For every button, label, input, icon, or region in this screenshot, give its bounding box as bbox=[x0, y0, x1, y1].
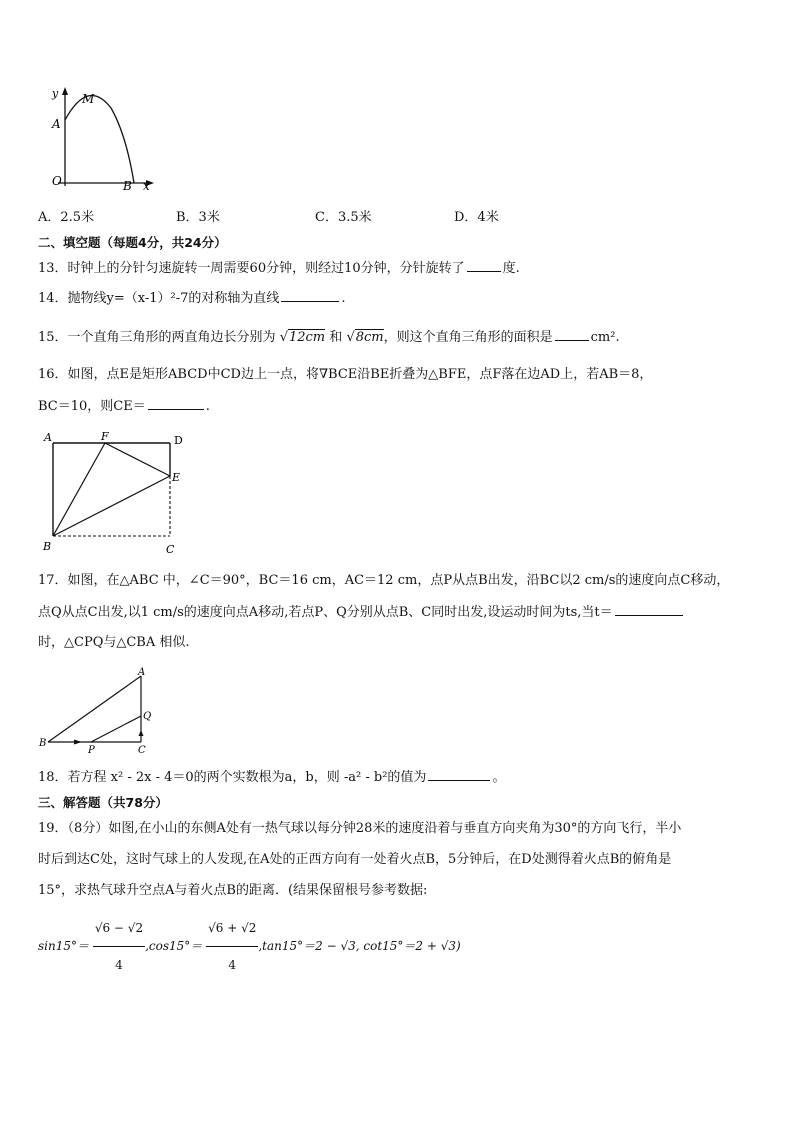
option-d: D．4米 bbox=[454, 210, 499, 225]
fig2-f-label: F bbox=[101, 430, 109, 443]
cos15-numerator: √6 + √2 bbox=[206, 910, 258, 947]
fig2-e-label: E bbox=[172, 471, 181, 484]
sin15-numerator: √6 − √2 bbox=[93, 910, 145, 947]
question-19-reference-data bbox=[38, 910, 461, 983]
option-b: B．3米 bbox=[176, 210, 220, 225]
sin15-denominator: 4 bbox=[115, 958, 123, 972]
fig3-a-label: A bbox=[138, 667, 146, 678]
question-17-line3: 时，△CPQ与△CBA 相似. bbox=[38, 635, 190, 650]
q17-text: 点Q从点C出发,以1 cm/s的速度向点A移动,若点P、Q分别从点B、C同时出发,设运动时间为ts,当t＝ bbox=[38, 605, 613, 620]
q18-post: 。 bbox=[492, 770, 506, 785]
q13-text: 13．时钟上的分针匀速旋转一周需要60分钟，则经过10分钟，分针旋转了 bbox=[38, 261, 465, 276]
cos15-fraction bbox=[206, 910, 258, 983]
q15-sqrt-12: √12cm bbox=[279, 330, 326, 345]
q18-text: 18．若方程 x² - 2x - 4＝0的两个实数根为a，b，则 -a² - b²的值为 bbox=[38, 770, 427, 785]
question-18 bbox=[38, 768, 505, 787]
q14-text: 14．抛物线y=（x-1）²-7的对称轴为直线 bbox=[38, 291, 280, 306]
q15-unit: cm². bbox=[590, 330, 620, 345]
q13-blank bbox=[467, 259, 501, 272]
fig2-d-label: D bbox=[174, 434, 183, 447]
fig1-y-label: y bbox=[52, 87, 59, 100]
parabola-figure bbox=[38, 86, 168, 194]
fig3-b-label: B bbox=[39, 738, 47, 749]
fig2-a-label: A bbox=[44, 431, 52, 444]
fig3-q-label: Q bbox=[143, 711, 152, 722]
fig1-o-label: O bbox=[52, 174, 62, 188]
sin15-label: sin15°＝ bbox=[38, 939, 89, 953]
question-16-line1: 16．如图，点E是矩形ABCD中CD边上一点，将∇BCE沿BE折叠为△BFE，点F落在边AD上，若AB＝8， bbox=[38, 367, 653, 382]
q16-text: BC＝10，则CE＝ bbox=[38, 399, 146, 414]
q16-post: . bbox=[205, 399, 210, 414]
fig1-b-label: B bbox=[123, 179, 132, 193]
option-a: A．2.5米 bbox=[38, 210, 95, 225]
q15-radicand-1: 12cm bbox=[288, 330, 326, 345]
cos15-label: ,cos15°＝ bbox=[145, 939, 203, 953]
q15-sqrt-8: √8cm bbox=[346, 330, 384, 345]
fig1-x-label: x bbox=[143, 179, 150, 193]
question-17-line2 bbox=[38, 603, 685, 622]
q14-blank bbox=[281, 289, 339, 302]
section-2-heading: 二、填空题（每题4分，共24分） bbox=[38, 235, 227, 250]
question-17-line1: 17．如图，在△ABC 中，∠C＝90°，BC＝16 cm，AC＝12 cm，点P从点B出发，沿BC以2 cm/s的速度向点C移动， bbox=[38, 573, 730, 588]
question-19-line2: 时后到达C处，这时气球上的人发现,在A处的正西方向有一处着火点B，5分钟后，在D处测得着火点B的俯角是 bbox=[38, 852, 672, 867]
section-3-heading: 三、解答题（共78分） bbox=[38, 795, 168, 810]
question-19-line1: 19．（8分）如图,在小山的东侧A处有一热气球以每分钟28米的速度沿着与垂直方向夹角为30°的方向飞行，半小 bbox=[38, 821, 682, 836]
tan-cot15-values: ,tan15°＝2 − √3, cot15°＝2 + √3) bbox=[258, 939, 461, 953]
q14-post: . bbox=[341, 291, 346, 306]
fig2-b-label: B bbox=[43, 540, 52, 553]
cos15-denominator: 4 bbox=[228, 958, 237, 972]
q16-blank bbox=[148, 397, 204, 410]
q15-text: 15．一个直角三角形的两直角边长分别为 bbox=[38, 330, 276, 345]
q15-blank bbox=[555, 328, 589, 341]
question-19-line3: 15°，求热气球升空点A与着火点B的距离．(结果保留根号参考数据: bbox=[38, 883, 428, 898]
q15-post: ，则这个直角三角形的面积是 bbox=[383, 330, 553, 345]
q15-radicand-2: 8cm bbox=[355, 330, 384, 345]
sin15-fraction bbox=[93, 910, 145, 983]
question-15 bbox=[38, 328, 620, 347]
fig2-c-label: C bbox=[166, 543, 175, 556]
rectangle-fold-figure bbox=[38, 428, 198, 558]
fig3-c-label: C bbox=[138, 745, 146, 756]
q13-post: 度. bbox=[502, 261, 520, 276]
q18-blank bbox=[428, 768, 490, 781]
fig1-m-label: M bbox=[82, 92, 95, 106]
question-13 bbox=[38, 259, 520, 278]
q17-blank bbox=[615, 603, 683, 616]
question-14 bbox=[38, 289, 346, 308]
triangle-figure bbox=[38, 664, 168, 756]
fig1-a-label: A bbox=[52, 117, 61, 131]
fig3-p-label: P bbox=[88, 745, 95, 756]
question-16-line2 bbox=[38, 397, 210, 416]
q15-and: 和 bbox=[329, 330, 343, 345]
option-c: C．3.5米 bbox=[315, 210, 372, 225]
